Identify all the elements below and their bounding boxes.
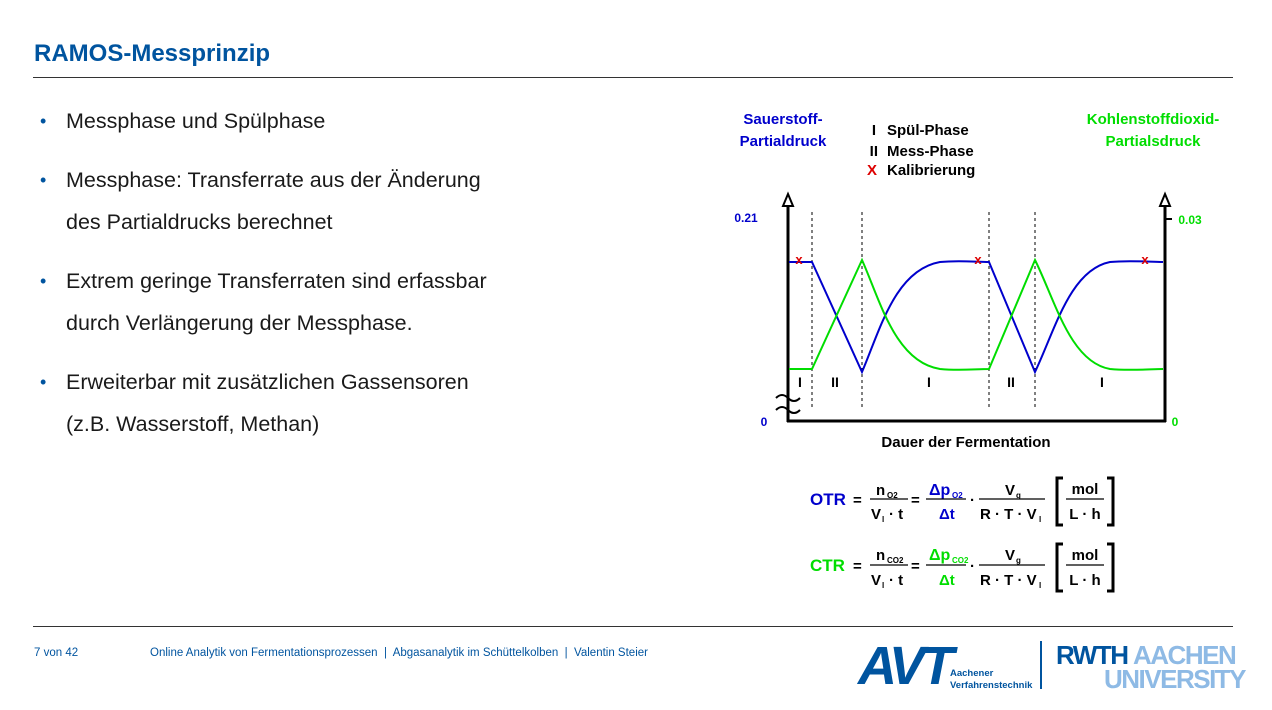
frac1-denominator-sub: l <box>882 581 885 590</box>
page-number: 7 von 42 <box>34 647 79 659</box>
o2-axis-title-line1: Sauerstoff- <box>743 111 823 128</box>
co2-curve <box>789 260 1163 370</box>
o2-curve <box>789 261 1163 372</box>
bullet-dot-icon: • <box>40 271 47 291</box>
frac2-numerator: Δp <box>929 547 951 564</box>
calibration-marker-icon: x <box>795 252 803 267</box>
frac3-numerator: V <box>1005 547 1016 564</box>
frac2-numerator-sub: CO2 <box>952 556 969 565</box>
frac3-denominator-sub: l <box>1039 515 1042 524</box>
legend-text-measure: Mess-Phase <box>887 143 974 160</box>
right-bracket-icon <box>1107 478 1113 525</box>
frac3-denominator: R · T · V <box>980 506 1037 523</box>
university-logo-word: UNIVERSITY <box>1104 664 1246 694</box>
left-bracket-icon <box>1057 544 1063 591</box>
o2-axis-title-line2: Partialdruck <box>739 133 827 150</box>
frac1-denominator: V <box>871 506 882 523</box>
frac1-numerator: n <box>876 482 886 499</box>
bullet-item: • Erweiterbar mit zusätzlichen Gassensoren (z.B. Wasserstoff, Methan) <box>40 361 600 445</box>
unit-denominator: L · h <box>1069 506 1101 523</box>
footer-divider <box>33 626 1233 627</box>
ctr-label: CTR <box>810 556 845 575</box>
equals-sign: = <box>853 558 862 575</box>
right-bracket-icon <box>1107 544 1113 591</box>
phase-label: II <box>831 374 839 390</box>
multiply-dot: · <box>970 492 975 509</box>
frac3-numerator-sub: g <box>1016 491 1021 500</box>
bullet-item: • Messphase und Spülphase <box>40 100 600 142</box>
equals-sign: = <box>853 492 862 509</box>
avt-logo-line1: Aachener <box>950 668 994 679</box>
bullet-dot-icon: • <box>40 111 47 131</box>
co2-axis-title-line1: Kohlenstoffdioxid- <box>1086 111 1220 128</box>
phase-label: I <box>798 374 802 390</box>
aachen-logo-word: AACHEN <box>1133 640 1236 670</box>
co2-top-tick-label: 0.03 <box>1178 213 1202 227</box>
bullet-dot-icon: • <box>40 372 47 392</box>
frac2-denominator: Δt <box>939 572 955 589</box>
frac2-denominator: Δt <box>939 506 955 523</box>
calibration-marker-icon: x <box>1141 252 1149 267</box>
legend-text-flush: Spül-Phase <box>887 122 969 139</box>
rwth-logo-word: RWTH <box>1056 640 1128 670</box>
frac3-numerator-sub: g <box>1016 556 1021 565</box>
bullet-dot-icon: • <box>40 170 47 190</box>
unit-numerator: mol <box>1071 547 1099 564</box>
frac1-numerator-sub: O2 <box>887 491 898 500</box>
co2-axis-title-line2: Partialsdruck <box>1105 133 1201 150</box>
frac2-numerator-sub: O2 <box>952 491 963 500</box>
rwth-logo <box>1056 640 1246 694</box>
slide-title: RAMOS-Messprinzip <box>34 40 271 67</box>
legend-symbol-calibration: X <box>866 162 877 179</box>
frac1-numerator: n <box>876 547 886 564</box>
frac3-numerator: V <box>1005 482 1016 499</box>
phase-label: II <box>1007 374 1015 390</box>
otr-label: OTR <box>810 490 846 509</box>
x-axis-label: Dauer der Fermentation <box>881 434 1051 451</box>
otr-formula <box>810 478 1113 525</box>
left-axis-arrow-icon <box>783 194 793 206</box>
phase-label: I <box>1100 374 1104 390</box>
legend-symbol-measure: II <box>869 143 878 160</box>
frac1-denominator: V <box>871 572 882 589</box>
frac1-numerator-sub: CO2 <box>887 556 904 565</box>
unit-numerator: mol <box>1071 481 1099 498</box>
frac2-numerator: Δp <box>929 482 951 499</box>
left-bracket-icon <box>1057 478 1063 525</box>
frac1-denominator-rest: · t <box>889 506 904 523</box>
phase-label: I <box>927 374 931 390</box>
bullet-item: • Extrem geringe Transferraten sind erfassbar durch Verlängerung der Messphase. <box>40 260 600 344</box>
equals-sign: = <box>911 558 920 575</box>
equals-sign: = <box>911 492 920 509</box>
unit-denominator: L · h <box>1069 572 1101 589</box>
ctr-formula <box>810 544 1113 591</box>
o2-top-tick-label: 0.21 <box>734 211 758 225</box>
avt-logo <box>856 636 1033 696</box>
right-axis-arrow-icon <box>1160 194 1170 206</box>
multiply-dot: · <box>970 558 975 575</box>
co2-zero-tick-label: 0 <box>1171 415 1179 429</box>
footer-text: Online Analytik von Fermentationsprozessen | Abgasanalytik im Schüttelkolben | Valentin Steier <box>150 647 648 659</box>
avt-logo-line2: Verfahrenstechnik <box>950 680 1033 691</box>
frac1-denominator-sub: l <box>882 515 885 524</box>
avt-logo-mark: AVT <box>858 636 950 696</box>
legend-symbol-flush: I <box>871 122 876 139</box>
frac3-denominator-sub: l <box>1039 581 1042 590</box>
o2-zero-tick-label: 0 <box>760 415 768 429</box>
bullet-item: • Messphase: Transferrate aus der Änderung des Partialdrucks berechnet <box>40 159 600 243</box>
frac1-denominator-rest: · t <box>889 572 904 589</box>
frac3-denominator: R · T · V <box>980 572 1037 589</box>
legend-text-calibration: Kalibrierung <box>887 162 976 179</box>
calibration-marker-icon: x <box>974 252 982 267</box>
